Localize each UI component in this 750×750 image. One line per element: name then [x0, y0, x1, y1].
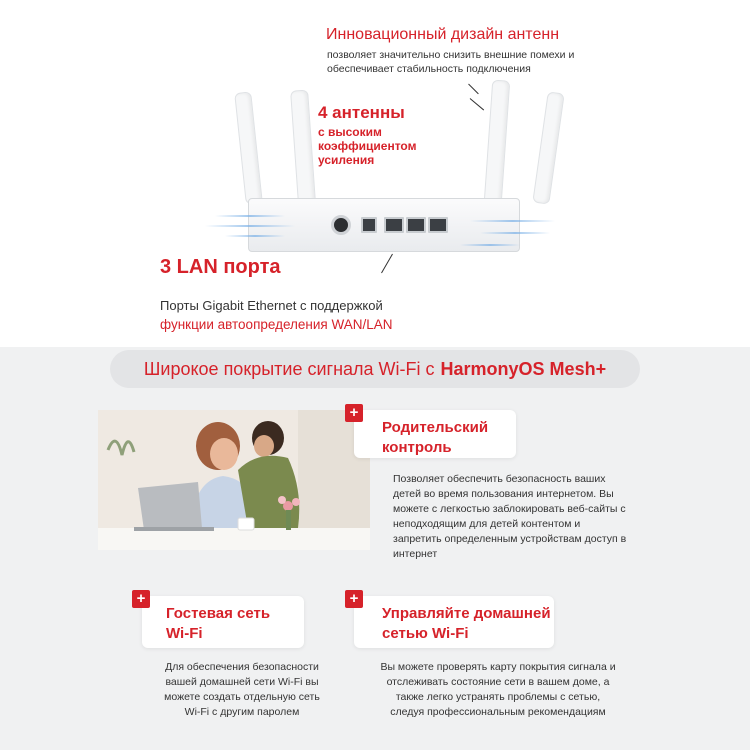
parental-title-1: Родительский — [382, 419, 489, 436]
callout-line — [470, 98, 484, 110]
wan-port — [361, 217, 377, 233]
lan-port — [428, 217, 448, 233]
manage-title-2: сетью Wi-Fi — [382, 625, 469, 642]
parental-text: Позволяет обеспечить безопасность ваших детей во время пользования интернетом. Вы можете с легкостью заблокировать веб-сайты с неподходящим для детей контентом и запретить определенным устройствам доступ в интернет — [393, 473, 627, 560]
guest-title-2: Wi-Fi — [166, 625, 203, 642]
manage-text: Вы можете проверять карту покрытия сигнала и отслеживать состояние сети в вашем доме, а также легко устранять проблемы с сетью, следуя профессиональным рекомендациям — [380, 661, 616, 718]
signal-streak — [225, 235, 285, 237]
antenna-right-outer — [532, 91, 564, 204]
signal-streak — [215, 215, 285, 217]
family-laptop-photo — [98, 410, 370, 550]
callout-line — [381, 254, 393, 274]
guest-text: Для обеспечения безопасности вашей домашней сети Wi-Fi вы можете создать отдельную сеть Wi-Fi с другим паролем — [164, 661, 320, 718]
manage-title-1: Управляйте домашней — [382, 605, 551, 622]
signal-streak — [460, 244, 520, 246]
banner-brand: HarmonyOS Mesh+ — [440, 358, 607, 379]
coverage-banner — [110, 350, 640, 388]
banner-prefix: Широкое покрытие сигнала Wi-Fi с — [143, 358, 435, 379]
antennas-subtitle: с высоким коэффициентом усиления — [318, 125, 417, 167]
family-illustration — [98, 410, 370, 550]
lan-port — [406, 217, 426, 233]
plus-icon: + — [132, 590, 150, 608]
router-section — [0, 0, 750, 347]
antenna-design-text: позволяет значительно снизить внешние помехи и обеспечивает стабильность подключения — [327, 49, 575, 75]
antenna-design-title: Инновационный дизайн антенн — [326, 26, 560, 43]
parental-title-2: контроль — [382, 439, 452, 456]
callout-line — [468, 84, 479, 95]
lan-port — [384, 217, 404, 233]
signal-streak — [480, 232, 550, 234]
power-port — [331, 215, 351, 235]
guest-title-1: Гостевая сеть — [166, 605, 271, 622]
lan-line2: функции автоопределения WAN/LAN — [160, 317, 393, 332]
plus-icon: + — [345, 404, 363, 422]
signal-streak — [205, 225, 295, 227]
lan-line1: Порты Gigabit Ethernet с поддержкой — [160, 298, 383, 313]
antenna-left-outer — [234, 91, 263, 204]
plus-icon: + — [345, 590, 363, 608]
lan-title: 3 LAN порта — [160, 256, 281, 278]
signal-streak — [470, 220, 555, 222]
antennas-title: 4 антенны — [318, 103, 405, 122]
